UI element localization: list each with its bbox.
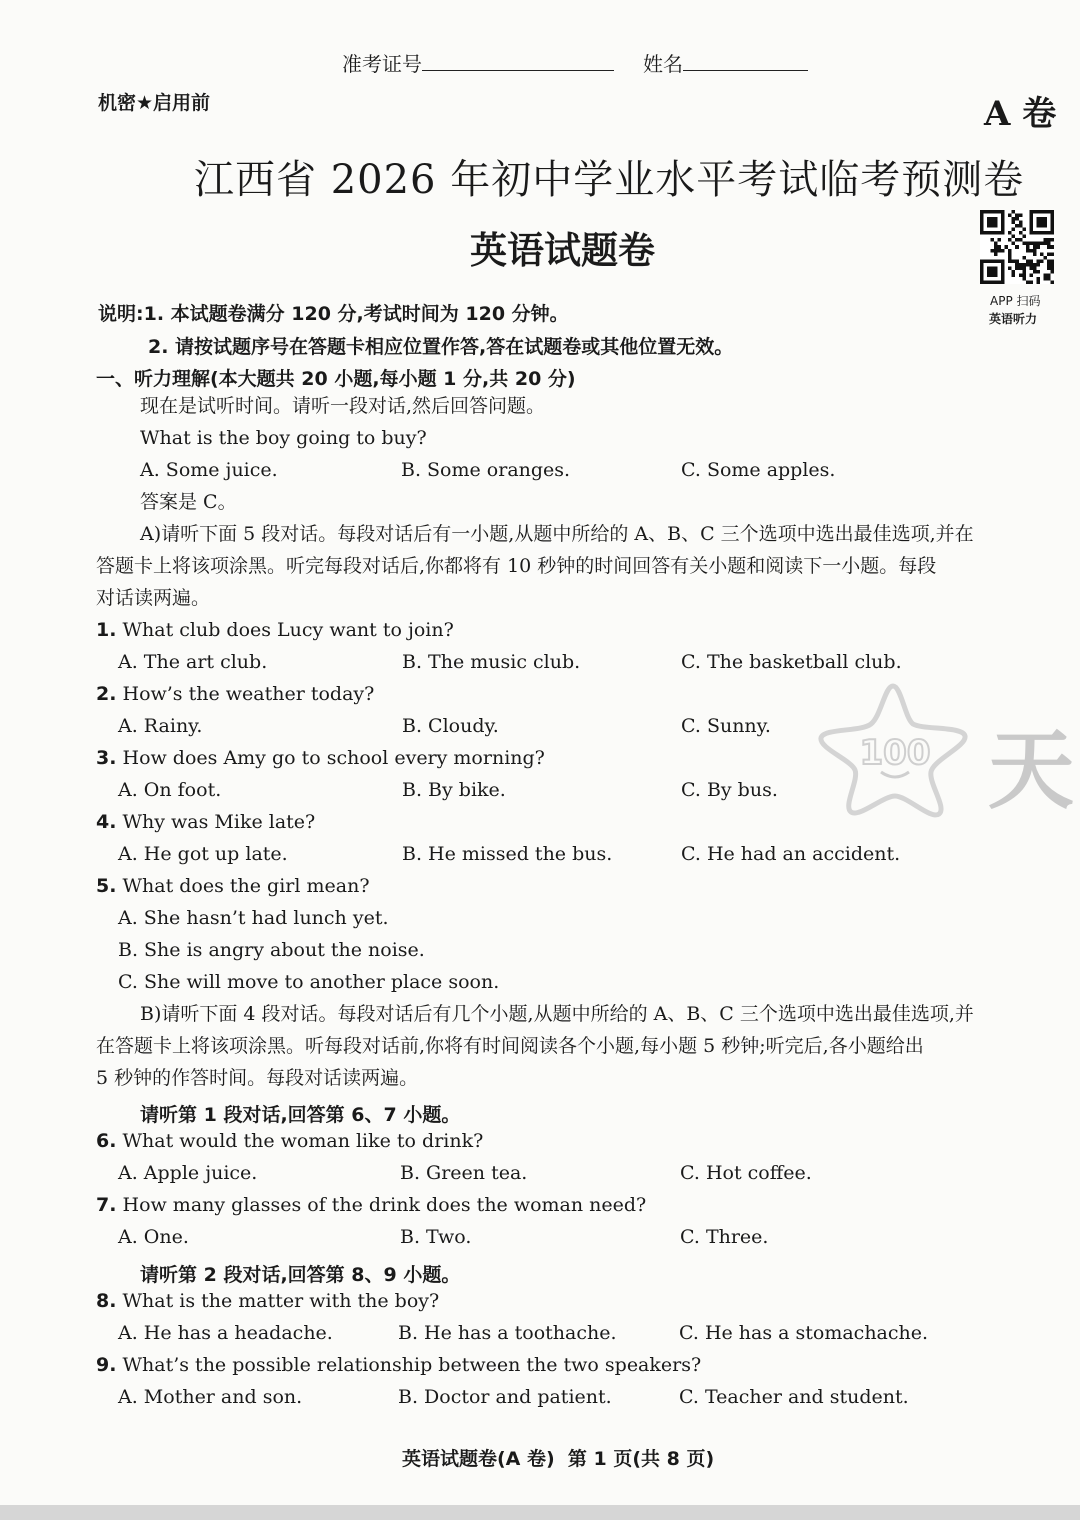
- name-field: [643, 52, 808, 74]
- question-1-option-a: A. The art club.: [118, 651, 268, 673]
- bottom-edge: [0, 1505, 1080, 1520]
- part-b-line-2: 在答题卡上将该项涂黑。听每段对话前,你将有时间阅读各个小题,每小题 5 秒钟;听完后,各小题给出: [96, 1035, 924, 1057]
- qr-code: [980, 210, 1054, 284]
- page-footer: 英语试题卷(A 卷) 第 1 页(共 8 页): [402, 1448, 715, 1470]
- question-7: 7. How many glasses of the drink does the woman need?: [96, 1194, 647, 1216]
- question-7-option-b: B. Two.: [400, 1226, 472, 1248]
- question-6-option-a: A. Apple juice.: [118, 1162, 258, 1184]
- page-subtitle: 英语试题卷: [470, 229, 655, 272]
- trial-option-b: B. Some oranges.: [401, 459, 571, 481]
- question-6-option-b: B. Green tea.: [400, 1162, 528, 1184]
- question-2: 2. How’s the weather today?: [96, 683, 375, 705]
- question-7-option-c: C. Three.: [680, 1226, 769, 1248]
- watermark-char: 天: [988, 721, 1074, 821]
- question-5-option-c: C. She will move to another place soon.: [118, 971, 500, 993]
- question-9: 9. What’s the possible relationship between the two speakers?: [96, 1354, 702, 1376]
- qr-caption-1: APP 扫码: [990, 294, 1041, 308]
- question-3: 3. How does Amy go to school every morning?: [96, 747, 545, 769]
- exam-id-blank: [422, 52, 614, 71]
- stamp-text: 100: [859, 733, 931, 773]
- question-9-option-b: B. Doctor and patient.: [398, 1386, 612, 1408]
- dialog-2-heading: 请听第 2 段对话,回答第 8、9 小题。: [140, 1264, 461, 1286]
- question-8-option-b: B. He has a toothache.: [398, 1322, 617, 1344]
- question-6-option-c: C. Hot coffee.: [680, 1162, 812, 1184]
- paper-version: A 卷: [984, 94, 1057, 134]
- page-title: 江西省 2026 年初中学业水平考试临考预测卷: [194, 157, 1025, 203]
- question-8: 8. What is the matter with the boy?: [96, 1290, 440, 1312]
- question-2-option-c: C. Sunny.: [681, 715, 771, 737]
- trial-option-a: A. Some juice.: [140, 459, 278, 481]
- part-b-line-1: B)请听下面 4 段对话。每段对话后有几个小题,从题中所给的 A、B、C 三个选项中选出最佳选项,并: [140, 1003, 974, 1025]
- trial-intro: 现在是试听时间。请听一段对话,然后回答问题。: [140, 395, 546, 417]
- notes-line-1: 说明:1. 本试题卷满分 120 分,考试时间为 120 分钟。: [98, 303, 569, 325]
- question-4-option-a: A. He got up late.: [118, 843, 288, 865]
- part-a-line-3: 对话读两遍。: [96, 587, 211, 609]
- trial-option-c: C. Some apples.: [681, 459, 836, 481]
- question-7-option-a: A. One.: [118, 1226, 189, 1248]
- star-watermark-icon: [815, 680, 975, 824]
- part-a-line-2: 答题卡上将该项涂黑。听完每段对话后,你都将有 10 秒钟的时间回答有关小题和阅读下一小题。每段: [96, 555, 937, 577]
- dialog-1-heading: 请听第 1 段对话,回答第 6、7 小题。: [140, 1104, 461, 1126]
- question-4: 4. Why was Mike late?: [96, 811, 316, 833]
- name-label: 姓名: [643, 52, 683, 76]
- question-3-option-a: A. On foot.: [118, 779, 222, 801]
- question-9-option-c: C. Teacher and student.: [679, 1386, 909, 1408]
- question-8-option-a: A. He has a headache.: [118, 1322, 333, 1344]
- question-2-option-a: A. Rainy.: [118, 715, 203, 737]
- part-a-line-1: A)请听下面 5 段对话。每段对话后有一小题,从题中所给的 A、B、C 三个选项中选出最佳选项,并在: [140, 523, 974, 545]
- question-1-option-c: C. The basketball club.: [681, 651, 902, 673]
- question-5-option-b: B. She is angry about the noise.: [118, 939, 425, 961]
- question-5: 5. What does the girl mean?: [96, 875, 370, 897]
- section-heading: 一、听力理解(本大题共 20 小题,每小题 1 分,共 20 分): [96, 368, 576, 390]
- question-1-option-b: B. The music club.: [402, 651, 581, 673]
- question-1: 1. What club does Lucy want to join?: [96, 619, 454, 641]
- question-3-option-b: B. By bike.: [402, 779, 506, 801]
- question-3-option-c: C. By bus.: [681, 779, 778, 801]
- question-2-option-b: B. Cloudy.: [402, 715, 499, 737]
- exam-id-label: 准考证号: [342, 52, 422, 76]
- qr-caption-2: 英语听力: [989, 312, 1038, 326]
- question-9-option-a: A. Mother and son.: [118, 1386, 303, 1408]
- question-8-option-c: C. He has a stomachache.: [679, 1322, 929, 1344]
- name-blank: [683, 52, 808, 71]
- trial-question: What is the boy going to buy?: [140, 427, 427, 449]
- question-6: 6. What would the woman like to drink?: [96, 1130, 484, 1152]
- question-4-option-c: C. He had an accident.: [681, 843, 901, 865]
- notes-line-2: 2. 请按试题序号在答题卡相应位置作答,答在试题卷或其他位置无效。: [148, 336, 734, 358]
- question-4-option-b: B. He missed the bus.: [402, 843, 613, 865]
- question-5-option-a: A. She hasn’t had lunch yet.: [118, 907, 389, 929]
- secret-mark: 机密★启用前: [98, 92, 211, 114]
- part-b-line-3: 5 秒钟的作答时间。每段对话读两遍。: [96, 1067, 419, 1089]
- exam-id-field: [342, 52, 614, 74]
- trial-answer: 答案是 C。: [140, 491, 237, 513]
